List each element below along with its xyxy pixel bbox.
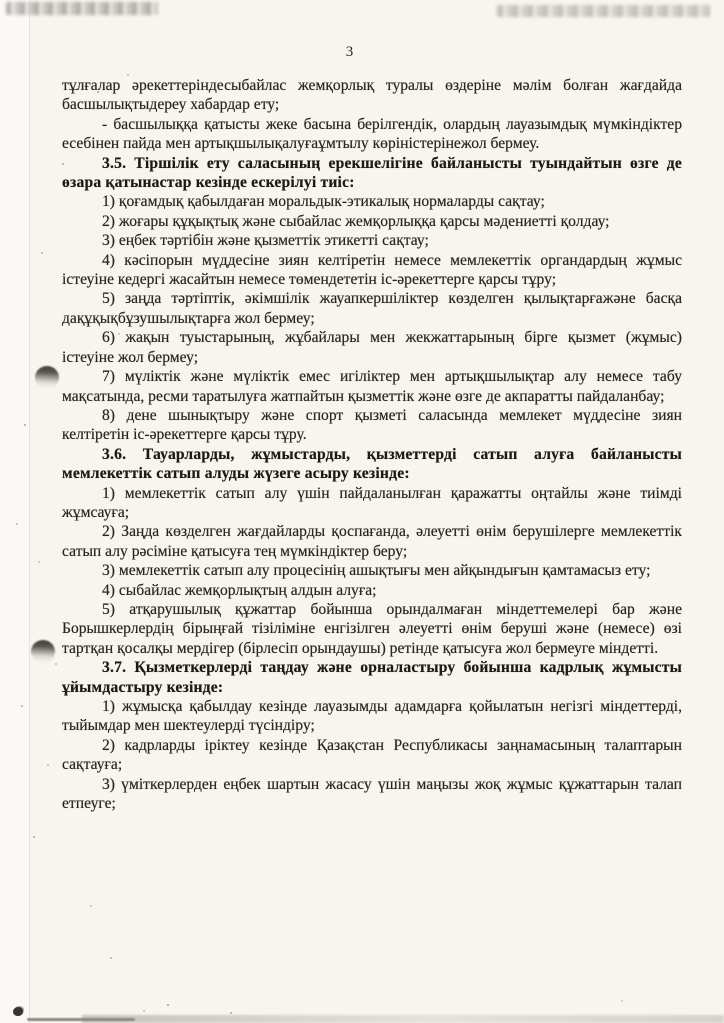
- document-body: [62, 76, 682, 813]
- paragraph: 3) еңбек тәртібін және қызметтік этикетті сақтау;: [102, 232, 429, 250]
- section-heading: 3.5. Тіршілік ету саласының ерекшелігіне байланысты туындайтын өзге де өзара қатынастар кезінде ескерілуі тиіс:: [62, 154, 682, 192]
- scan-smudge-top-left: [6, 2, 158, 15]
- hole-punch: [31, 640, 55, 663]
- page-number: 3: [345, 44, 355, 60]
- paragraph: 1) қоғамдық қабылдаған моральдык-этикалық нормаларды сақтау;: [102, 193, 545, 211]
- scan-shadow-bottom: [82, 1015, 724, 1023]
- hole-punch: [35, 366, 59, 389]
- section-heading: 3.6. Тауарларды, жұмыстарды, қызметтерді сатып алуға байланысты мемлекеттік сатып алуды жүзеге асыру кезінде:: [62, 445, 682, 483]
- section-heading: 3.7. Қызметкерлерді таңдау және орналастыру бойынша кадрлық жұмысты ұйымдастыру кезінде:: [62, 659, 682, 696]
- paragraph: - басшылыққа қатысты жеке басына берілгендік, олардың лауазымдық мүмкіндіктер есебінен пайда мен артықшылықалуғаұмтылу көріністерінежол бермеу.: [62, 115, 682, 153]
- paragraph: 6) жақын туыстарының, жұбайлары мен жекжаттарының бірге қызмет (жұмыс) істеуіне жол бермеу;: [62, 329, 682, 366]
- paragraph: 7) мүліктік және мүліктік емес игіліктер мен артықшылықтар алу немесе табу мақсатында, ресми таратылуға жатпайтын қызметтік және өзге де акпаратты пайдаланбау;: [62, 368, 682, 405]
- paragraph: 3) үміткерлерден еңбек шартын жасасу үшін маңызы жоқ жұмыс құжаттарын талап етпеуге;: [62, 775, 682, 813]
- paragraph: 5) заңда тәртіптік, әкімшілік жауапкершіліктер көзделген қылықтарғажәне басқа дақұқықбұзушылықтарға жол бермеу;: [62, 290, 682, 327]
- scan-specks: [0, 0, 2, 2]
- scan-smudge-top-right: [497, 5, 710, 17]
- scan-blob-bottom-left: [13, 1007, 23, 1016]
- paragraph: 2) жоғары құқықтық және сыбайлас жемқорлыққа қарсы мәдениетті қолдау;: [102, 212, 610, 230]
- page-left-margin-strip: [0, 0, 29, 1023]
- paragraph: 2) Заңда көзделген жағдайларды қоспағанда, әлеуетті өнім берушілерге мемлекеттік сатып алу рәсіміне қатысуға тең мүмкіндіктер беру;: [62, 523, 682, 560]
- page-edge-line: [29, 0, 30, 1023]
- paragraph: тұлғалар әрекеттеріндесыбайлас жемқорлық туралы өздеріне мәлім болған жағдайда басшылықтыдереу хабардар ету;: [62, 77, 682, 114]
- paragraph: 5) атқарушылық құжаттар бойынша орындалмаған міндеттемелері бар және Борышкерлердің бірыңғай тізіліміне енгізілген әлеуетті өнім беруші және (немесе) өзі тартқан қосалқы мердігер (бірлесіп орындаушы) ретінде қатысуға жол бермеуге міндетті.: [62, 600, 682, 657]
- paragraph: 8) дене шынықтыру және спорт қызметі саласында мемлекет мүддесіне зиян келтіретін іс-әрекеттерге қарсы тұру.: [62, 406, 682, 444]
- paragraph: 4) кәсіпорын мүддесіне зиян келтіретін немесе мемлекеттік органдардың жұмыс істеуіне кедергі жасайтын немесе төмендететін іс-әрекеттерге қарсы тұру;: [62, 251, 682, 289]
- paragraph: 3) мемлекеттік сатып алу процесінің ашықтығы мен айқындығын қамтамасыз ету;: [102, 562, 651, 580]
- paragraph: 2) кадрларды іріктеу кезінде Қазақстан Республикасы заңнамасының талаптарын сақтауға;: [62, 736, 682, 774]
- paragraph: 1) жұмысқа қабылдау кезінде лауазымды адамдарға қойылатын негізгі міндеттерді, тыйымдар мен шектеулерді түсіндіру;: [62, 698, 682, 735]
- scan-line-bottom-left: [27, 1018, 135, 1021]
- paragraph: 4) сыбайлас жемқорлықтың алдын алуға;: [102, 581, 377, 599]
- paragraph: 1) мемлекеттік сатып алу үшін пайдаланылған қаражатты оңтайлы және тиімді жұмсауға;: [62, 484, 682, 521]
